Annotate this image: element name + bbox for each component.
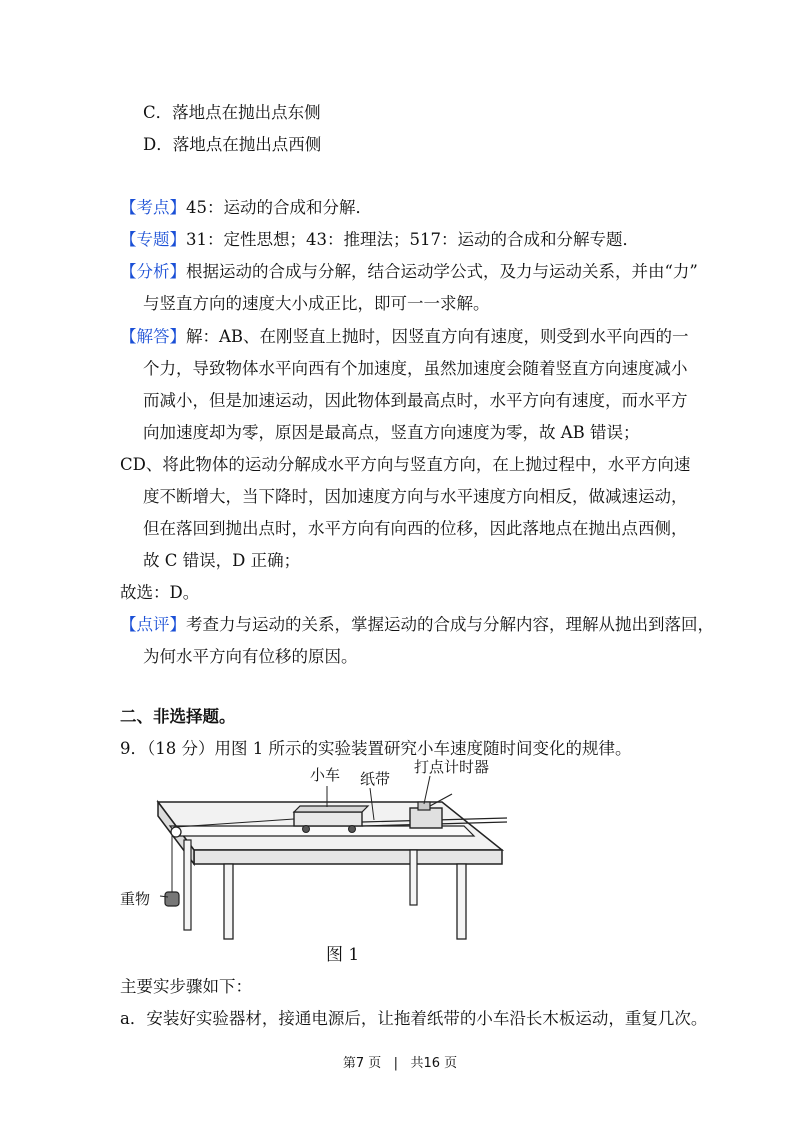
table-leg bbox=[457, 864, 466, 939]
option-text: 落地点在抛出点东侧 bbox=[172, 103, 321, 122]
jieda-text-1: 解：AB、在刚竖直上抛时，因竖直方向有速度，则受到水平向西的一 bbox=[186, 327, 689, 346]
option-letter: D． bbox=[143, 135, 173, 154]
page-footer bbox=[0, 1052, 800, 1071]
footer-separator: | bbox=[393, 1056, 399, 1071]
weight bbox=[165, 892, 179, 906]
jieda-cd-line-2: 度不断增大，当下降时，因加速度方向与水平速度方向相反，做减速运动， bbox=[143, 487, 688, 506]
jieda-tag: 【解答】 bbox=[120, 327, 186, 346]
car-wheel bbox=[303, 826, 310, 833]
footer-total: 共16 页 bbox=[410, 1056, 458, 1071]
option-d bbox=[143, 133, 321, 157]
label-weight: 重物 bbox=[120, 890, 151, 908]
option-c bbox=[143, 101, 321, 125]
jieda-line-3: 而减小，但是加速运动，因此物体到最高点时，水平方向有速度，而水平方 bbox=[143, 391, 688, 410]
car-wheel bbox=[349, 826, 356, 833]
footer-page: 第7 页 bbox=[342, 1056, 382, 1071]
kaodian-text: 45：运动的合成和分解． bbox=[186, 198, 372, 217]
kaodian-line bbox=[120, 196, 372, 220]
fenxi-tag: 【分析】 bbox=[120, 262, 186, 281]
table-leg bbox=[184, 840, 191, 930]
zhuanti-line bbox=[120, 228, 639, 252]
answer-line: 故选：D。 bbox=[120, 583, 200, 602]
jieda-cd-line-1: CD、将此物体的运动分解成水平方向与竖直方向，在上抛过程中，水平方向速 bbox=[120, 455, 691, 474]
figure-caption: 图 1 bbox=[326, 945, 360, 965]
fenxi-line-1 bbox=[120, 260, 698, 284]
dianping-line-2: 为何水平方向有位移的原因。 bbox=[143, 647, 358, 666]
label-timer: 打点计时器 bbox=[414, 758, 490, 776]
dianping-tag: 【点评】 bbox=[120, 615, 186, 634]
dianping-line-1 bbox=[120, 613, 714, 637]
timer-device bbox=[410, 808, 442, 828]
label-car: 小车 bbox=[310, 766, 341, 784]
table-front-edge bbox=[194, 850, 502, 864]
dianping-text-1: 考查力与运动的关系，掌握运动的合成与分解内容，理解从抛出到落回， bbox=[186, 615, 714, 634]
option-letter: C． bbox=[143, 103, 173, 122]
fenxi-text-1: 根据运动的合成与分解，结合运动学公式，及力与运动关系，并由“力” bbox=[186, 262, 698, 281]
steps-intro: 主要实步骤如下： bbox=[120, 977, 252, 996]
table-leg bbox=[224, 864, 233, 939]
label-tape: 纸带 bbox=[360, 770, 391, 788]
fenxi-line-2: 与竖直方向的速度大小成正比，即可一一求解。 bbox=[143, 294, 490, 313]
jieda-cd-line-3: 但在落回到抛出点时，水平方向有向西的位移，因此落地点在抛出点西侧， bbox=[143, 519, 688, 538]
table-leg bbox=[410, 850, 417, 905]
figure-1 bbox=[112, 760, 512, 975]
car-body bbox=[294, 812, 362, 826]
zhuanti-tag: 【专题】 bbox=[120, 230, 186, 249]
jieda-line-4: 向加速度却为零，原因是最高点，竖直方向速度为零，故 AB 错误； bbox=[143, 423, 640, 442]
apparatus-illustration bbox=[112, 760, 512, 975]
option-text: 落地点在抛出点西侧 bbox=[172, 135, 322, 154]
question-9-stem: 9．（18 分）用图 1 所示的实验装置研究小车速度随时间变化的规律。 bbox=[120, 739, 632, 758]
jieda-cd-line-4: 故 C 错误，D 正确； bbox=[143, 551, 301, 570]
zhuanti-text: 31：定性思想；43：推理法；517：运动的合成和分解专题． bbox=[186, 230, 639, 249]
step-a: a．安装好实验器材，接通电源后，让拖着纸带的小车沿长木板运动，重复几次。 bbox=[120, 1009, 708, 1028]
kaodian-tag: 【考点】 bbox=[120, 198, 186, 217]
jieda-line-1 bbox=[120, 325, 689, 349]
section-title: 二、非选择题。 bbox=[120, 707, 236, 726]
jieda-line-2: 个力，导致物体水平向西有个加速度，虽然加速度会随着竖直方向速度减小 bbox=[143, 359, 688, 378]
